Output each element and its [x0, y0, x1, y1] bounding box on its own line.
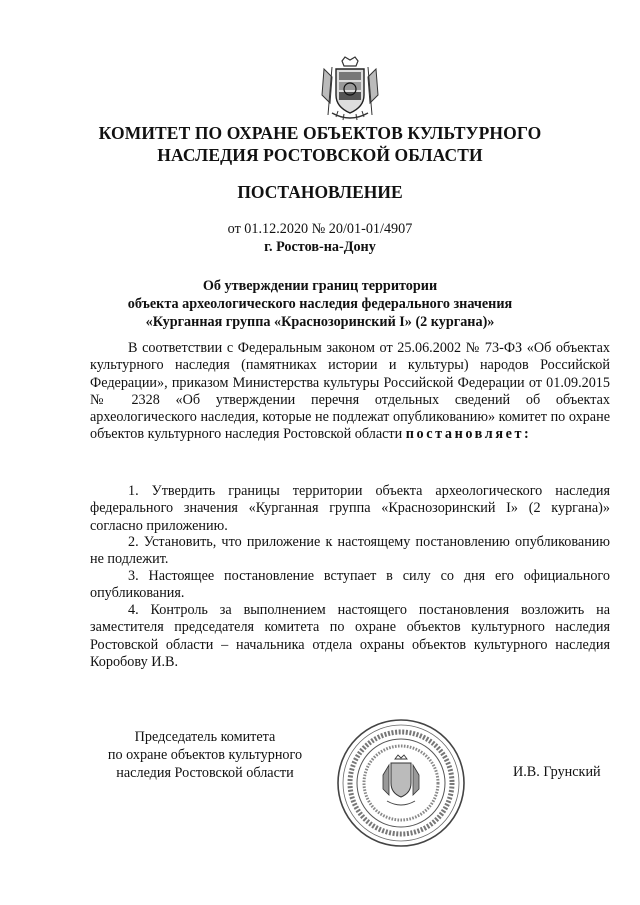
- document-subject: [0, 277, 640, 331]
- document-date-number: от 01.12.2020 № 20/01-01/4907: [227, 221, 413, 237]
- org-line-2: НАСЛЕДИЯ РОСТОВСКОЙ ОБЛАСТИ: [157, 145, 483, 165]
- official-round-seal-icon: [335, 717, 467, 849]
- subject-line-1: Об утверждении границ территории: [202, 278, 438, 294]
- signer-position-line-1: Председатель комитета: [134, 729, 276, 745]
- resolution-item-2: 2. Установить, что приложение к настоящему постановлению опубликованию не подлежит.: [90, 534, 610, 568]
- org-line-1: КОМИТЕТ ПО ОХРАНЕ ОБЪЕКТОВ КУЛЬТУРНОГО: [98, 123, 542, 143]
- resolution-item-1: 1. Утвердить границы территории объекта археологического наследия федерального значения «Курганная группа «Краснозоринский I» (2 кургана)» согласно приложению.: [90, 483, 610, 534]
- signer-position-line-2: по охране объектов культурного: [107, 747, 303, 763]
- preamble-paragraph: [90, 340, 610, 444]
- subject-line-2: объекта археологического наследия федерального значения: [127, 296, 513, 312]
- preamble-text: В соответствии с Федеральным законом от 25.06.2002 № 73-ФЗ «Об объектах культурного наследия (памятниках истории и культуры) народов Российской Федерации», приказом Министерства культуры Российской Федерации от 01.09.2015 № 2328 «Об утверждении перечня отдельных сведений об объектах археологического наследия, которые не подлежат опубликованию» комитет по охране объектов культурного наследия Ростовской области: [90, 340, 610, 443]
- issuing-organization: [0, 122, 640, 166]
- document-requisites: [0, 220, 640, 256]
- document-type: ПОСТАНОВЛЕНИЕ: [237, 182, 403, 202]
- resolution-item-4: 4. Контроль за выполнением настоящего постановления возложить на заместителя председателя комитета по охране объектов культурного наследия Ростовской области – начальника отдела охраны объектов культурного наследия Коробову И.В.: [90, 602, 610, 670]
- document-city: г. Ростов-на-Дону: [264, 239, 376, 255]
- resolution-item-3: 3. Настоящее постановление вступает в силу со дня его официального опубликования.: [90, 568, 610, 602]
- resolution-verb: постановляет:: [405, 426, 532, 443]
- signer-name: И.В. Грунский: [513, 764, 601, 780]
- subject-line-3: «Курганная группа «Краснозоринский I» (2 кургана)»: [145, 314, 495, 330]
- signer-position-line-3: наследия Ростовской области: [116, 765, 294, 781]
- signer-position: [100, 728, 310, 782]
- regional-coat-of-arms-icon: [318, 55, 382, 123]
